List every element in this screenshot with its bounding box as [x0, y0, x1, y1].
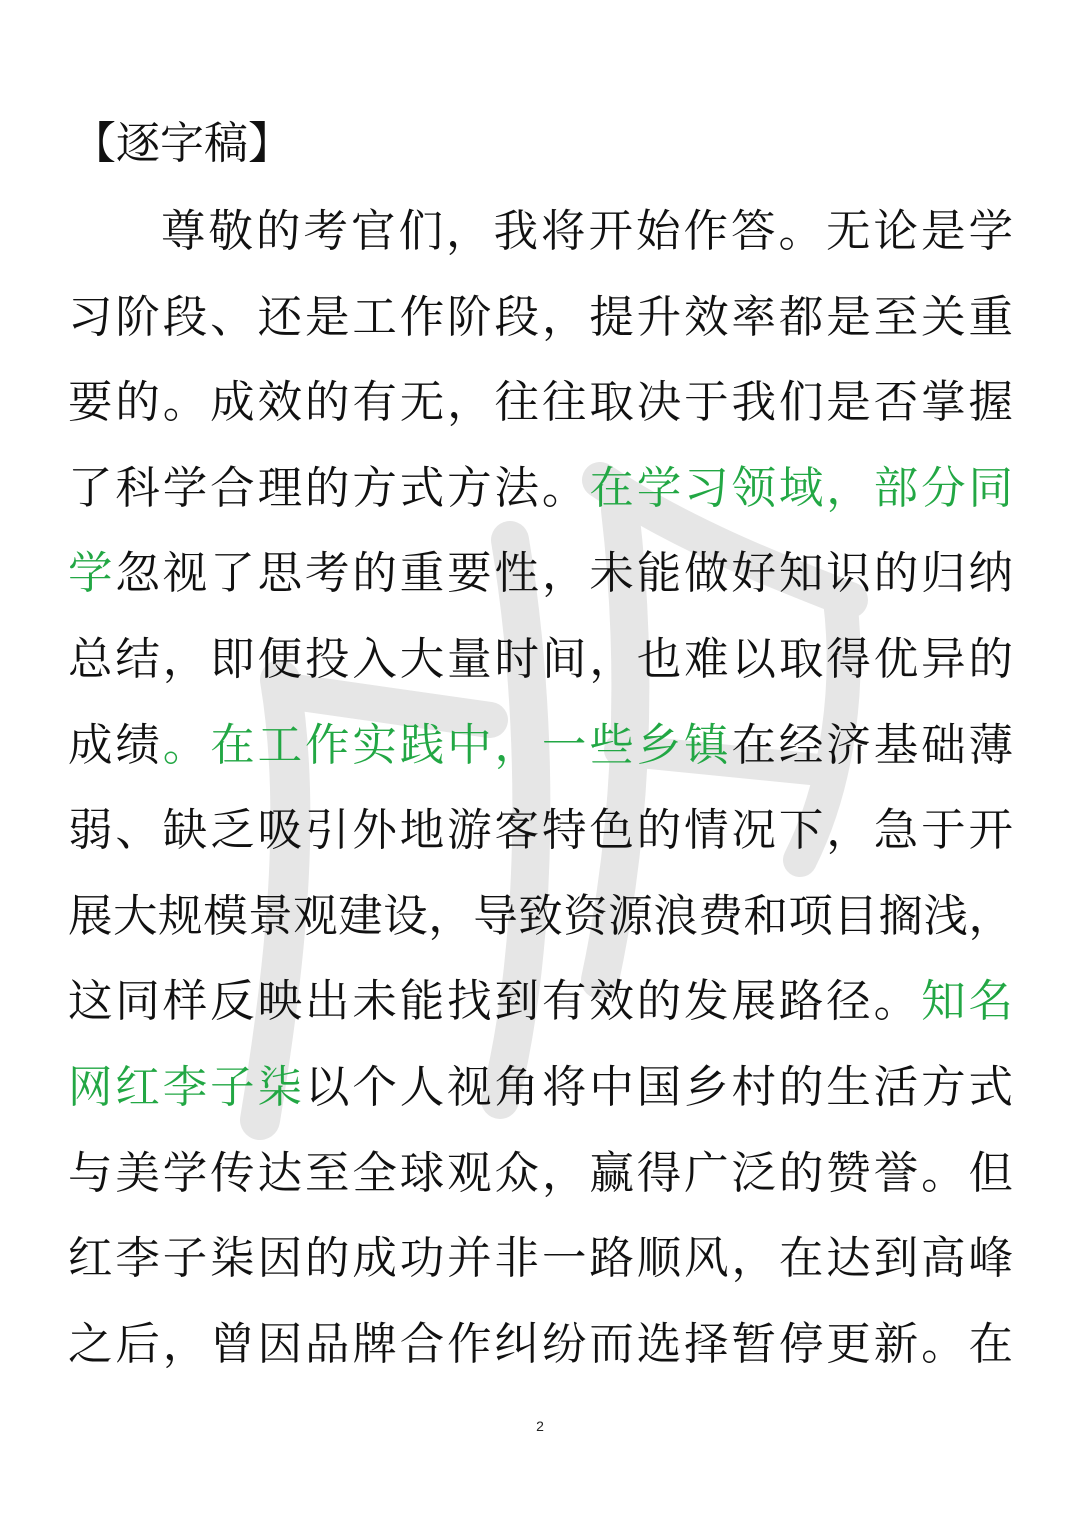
text-segment: 忽视了思考的重要性，未能做好知识的归纳 [115, 548, 1013, 600]
highlighted-text: 知名 [921, 976, 1013, 1028]
text-line [68, 881, 1013, 967]
text-line [68, 367, 1013, 453]
text-segment: 总结，即便投入大量时间，也难以取得优异的 [68, 633, 1013, 685]
text-line [68, 282, 1013, 368]
text-segment: 红李子柒因的成功并非一路顺风，在达到高峰 [68, 1233, 1013, 1285]
text-line [68, 1223, 1013, 1309]
text-line [68, 1052, 1013, 1138]
document-body [68, 196, 1013, 1394]
page-number: 2 [536, 1418, 544, 1434]
text-segment: 以个人视角将中国乡村的生活方式 [304, 1061, 1013, 1113]
text-line [68, 710, 1013, 796]
highlighted-text: 学 [68, 548, 116, 600]
highlighted-text: 网红李子柒 [68, 1061, 305, 1113]
text-segment: 要的。成效的有无，往往取决于我们是否掌握 [68, 377, 1013, 429]
text-line [68, 1309, 1013, 1395]
text-segment: 习阶段、还是工作阶段，提升效率都是至关重 [68, 291, 1013, 343]
text-segment: 在经济基础薄 [731, 719, 1013, 771]
text-line [68, 453, 1013, 539]
text-segment: 展大规模景观建设，导致资源浪费和项目搁浅， [68, 890, 1013, 942]
text-line [68, 196, 1013, 282]
text-segment: 了科学合理的方式方法。 [68, 462, 590, 514]
text-line [68, 624, 1013, 710]
highlighted-text: 。在工作实践中，一些乡镇 [162, 719, 732, 771]
text-segment: 之后，曾因品牌合作纠纷而选择暂停更新。在 [68, 1318, 1013, 1370]
text-segment: 这同样反映出未能找到有效的发展路径。 [68, 976, 922, 1028]
text-segment: 尊敬的考官们，我将开始作答。无论是学 [161, 206, 1013, 257]
text-segment: 与美学传达至全球观众，赢得广泛的赞誉。但 [68, 1147, 1013, 1199]
document-heading: 【逐字稿】 [72, 118, 292, 169]
text-segment: 弱、缺乏吸引外地游客特色的情况下，急于开 [68, 805, 1013, 857]
text-line [68, 966, 1013, 1052]
text-line [68, 538, 1013, 624]
text-line [68, 795, 1013, 881]
text-line [68, 1138, 1013, 1224]
highlighted-text: 在学习领域，部分同 [589, 462, 1013, 514]
text-segment: 成绩 [68, 719, 163, 771]
